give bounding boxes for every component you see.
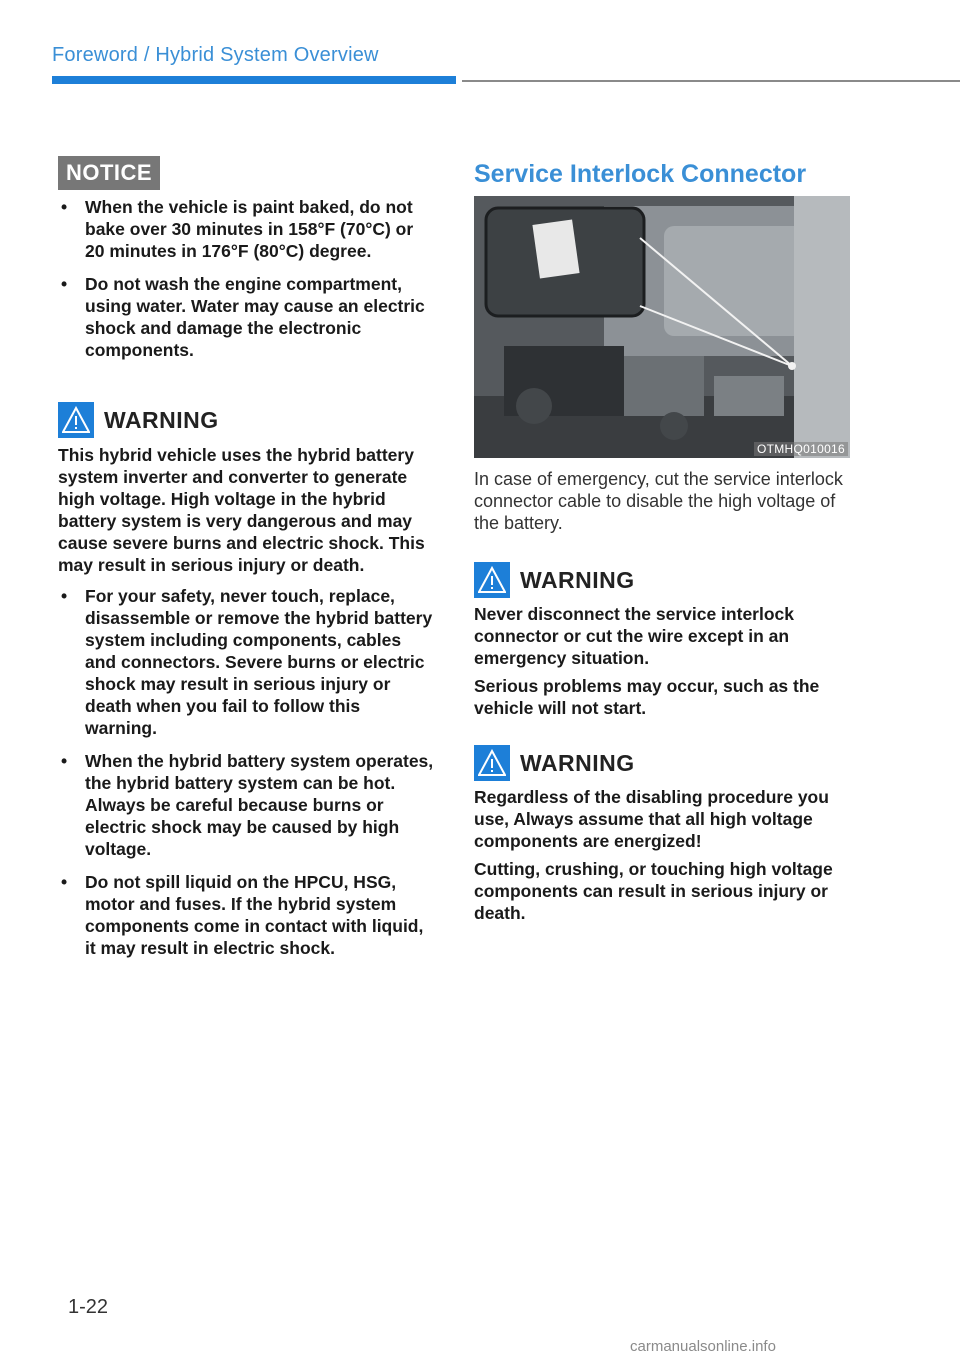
page-number: 1-22	[68, 1296, 109, 1318]
notice-badge: NOTICE	[58, 156, 160, 190]
notice-list	[58, 196, 436, 361]
warning-main	[58, 402, 436, 970]
warning-paragraph: Regardless of the disabling procedure you use, Always assume that all high voltage components are energized!	[474, 787, 829, 851]
watermark: carmanualsonline.info	[630, 1338, 776, 1355]
warning-label: WARNING	[104, 406, 219, 433]
header-rule-accent	[52, 76, 456, 84]
engine-bay-photo	[474, 196, 850, 458]
photo-caption: OTMHQ010016	[754, 442, 848, 456]
section-service	[474, 160, 850, 189]
warning-paragraph: Never disconnect the service interlock connector or cut the wire except in an emergency situation.	[474, 604, 794, 668]
engine-bay-illustration	[474, 196, 850, 458]
warning-triangle-icon	[474, 745, 510, 781]
service-description	[474, 468, 850, 534]
warning-three	[474, 745, 850, 924]
warning-two	[474, 562, 850, 719]
running-header: Foreword / Hybrid System Overview	[52, 44, 379, 66]
warning-heading	[58, 402, 436, 438]
warning-paragraph: Cutting, crushing, or touching high voltage components can result in serious injury or death.	[474, 859, 833, 923]
warning-item: • For your safety, never touch, replace, disassemble or remove the hybrid battery system including components, cables and connectors. Severe burns or electric shock may result in serious injury or death when you fail to follow this warning.	[58, 585, 436, 739]
warning-item: • Do not spill liquid on the HPCU, HSG, motor and fuses. If the hybrid system components come in contact with liquid, it may result in electric shock.	[58, 871, 436, 959]
warning-heading	[474, 745, 850, 781]
warning-heading	[474, 562, 850, 598]
warning-paragraph: Serious problems may occur, such as the vehicle will not start.	[474, 676, 820, 718]
warning-label: WARNING	[520, 566, 635, 593]
notice-item: • Do not wash the engine compartment, using water. Water may cause an electric shock and damage the electronic components.	[58, 273, 436, 361]
notice-body	[58, 196, 436, 372]
warning-list	[58, 585, 436, 959]
warning-item: • When the hybrid battery system operates, the hybrid battery system can be hot. Always be careful because burns or electric shock may be caused by high voltage.	[58, 750, 436, 860]
warning-intro: This hybrid vehicle uses the hybrid battery system inverter and converter to generate high voltage. High voltage in the hybrid battery system is very dangerous and may cause severe burns and electric shock. This may result in serious injury or death.	[58, 445, 425, 575]
service-text: In case of emergency, cut the service interlock connector cable to disable the high voltage of the battery.	[474, 469, 843, 533]
warning-label: WARNING	[520, 749, 635, 776]
section-title: Service Interlock Connector	[474, 160, 807, 188]
header-rule	[462, 80, 960, 82]
warning-triangle-icon	[58, 402, 94, 438]
warning-triangle-icon	[474, 562, 510, 598]
notice-item: • When the vehicle is paint baked, do not bake over 30 minutes in 158°F (70°C) or 20 minutes in 176°F (80°C) degree.	[58, 196, 436, 262]
